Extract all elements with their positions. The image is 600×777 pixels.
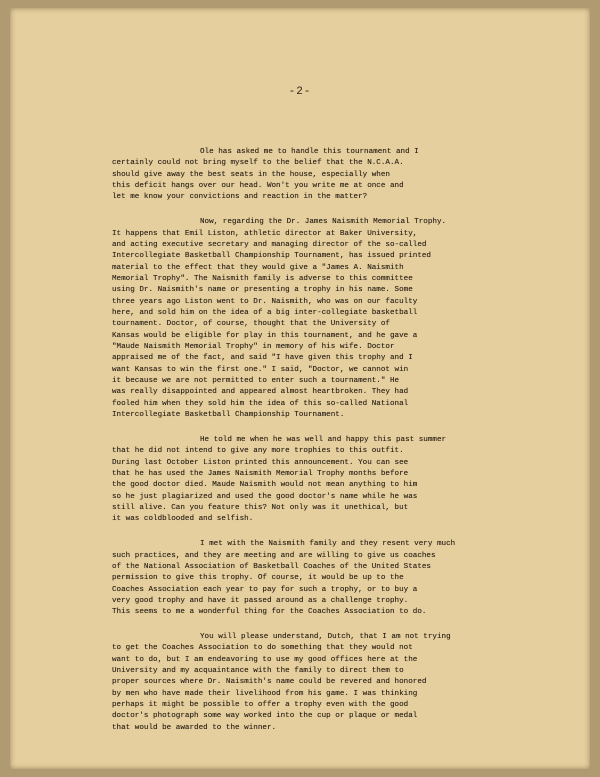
page-number: -2-	[288, 86, 312, 98]
text-line: certainly could not bring myself to the belief that the N.C.A.A.	[112, 159, 404, 168]
text-line: by men who have made their livelihood from his game. I was thinking	[112, 689, 418, 698]
text-line: such practices, and they are meeting and are willing to give us coaches	[112, 551, 436, 560]
text-line: and acting executive secretary and managing director of the so-called	[112, 240, 427, 249]
text-line: Kansas would be eligible for play in this tournament, and he gave a	[112, 331, 418, 340]
text-line: to get the Coaches Association to do something that they would not	[112, 644, 413, 653]
text-line: that he did not intend to give any more trophies to this outfit.	[112, 447, 404, 456]
text-line: of the National Association of Basketball Coaches of the United States	[112, 562, 431, 571]
text-line: here, and sold him on the idea of a big inter-collegiate basketball	[112, 308, 418, 317]
text-line: During last October Liston printed this announcement. You can see	[112, 458, 409, 467]
paragraph	[112, 217, 512, 421]
paragraph	[112, 435, 512, 526]
text-line: that he has used the James Naismith Memorial Trophy months before	[112, 469, 409, 478]
text-line: still alive. Can you feature this? Not only was it unethical, but	[112, 503, 409, 512]
text-line: University and my acquaintance with the family to direct them to	[112, 667, 404, 676]
text-line: material to the effect that they would give a "James A. Naismith	[112, 263, 404, 272]
text-line: You will please understand, Dutch, that I am not trying	[200, 633, 451, 642]
text-line: want to do, but I am endeavoring to use my good offices here at the	[112, 655, 418, 664]
text-line: tournament. Doctor, of course, thought that the University of	[112, 320, 390, 329]
text-line: Now, regarding the Dr. James Naismith Memorial Trophy.	[200, 218, 447, 227]
text-line: let me know your convictions and reaction in the matter?	[112, 193, 368, 202]
text-line: was really disappointed and appeared almost heartbroken. They had	[112, 388, 409, 397]
text-line: Ole has asked me to handle this tournament and I	[200, 148, 419, 156]
text-line: it because we are not permitted to enter such a tournament." He	[112, 377, 400, 386]
paragraph	[112, 147, 512, 204]
text-line: permission to give this trophy. Of course, it would be up to the	[112, 574, 404, 583]
text-line: proper sources where Dr. Naismith's name could be revered and honored	[112, 678, 427, 687]
text-line: that would be awarded to the winner.	[112, 723, 277, 732]
letter-body	[112, 147, 512, 748]
text-line: It happens that Emil Liston, athletic director at Baker University,	[112, 229, 418, 238]
text-line: This seems to me a wonderful thing for the Coaches Association to do.	[112, 608, 427, 617]
text-line: so he just plagiarized and used the good doctor's name while he was	[112, 492, 418, 501]
text-line: Coaches Association each year to pay for such a trophy, or to buy a	[112, 585, 418, 594]
text-line: doctor's photograph some way worked into the cup or plaque or medal	[112, 712, 418, 721]
paragraph	[112, 539, 512, 618]
text-line: very good trophy and have it passed around as a challenge trophy.	[112, 596, 409, 605]
text-line: I met with the Naismith family and they resent very much	[200, 540, 456, 549]
text-line: Intercollegiate Basketball Championship Tournament.	[112, 411, 345, 420]
text-line: the good doctor died. Maude Naismith would not mean anything to him	[112, 481, 418, 490]
text-line: perhaps it might be possible to offer a trophy even with the good	[112, 701, 409, 710]
text-line: using Dr. Naismith's name or presenting a trophy in his name. Some	[112, 286, 413, 295]
text-line: fooled him when they sold him the idea of this so-called National	[112, 399, 409, 408]
text-line: should give away the best seats in the house, especially when	[112, 170, 390, 179]
text-line: Memorial Trophy". The Naismith family is adverse to this committee	[112, 274, 413, 283]
text-line: Intercollegiate Basketball Championship Tournament, has issued printed	[112, 252, 431, 261]
text-line: this deficit hangs over our head. Won't you write me at once and	[112, 182, 404, 191]
text-line: He told me when he was well and happy this past summer	[200, 435, 447, 444]
text-line: three years ago Liston went to Dr. Naismith, who was on our faculty	[112, 297, 418, 306]
text-line: "Maude Naismith Memorial Trophy" in memory of his wife. Doctor	[112, 343, 395, 351]
paragraph	[112, 632, 512, 734]
text-line: want Kansas to win the first one." I said, "Doctor, we cannot win	[112, 365, 409, 374]
text-line: it was coldblooded and selfish.	[112, 515, 254, 524]
text-line: appraised me of the fact, and said "I have given this trophy and I	[112, 354, 413, 363]
